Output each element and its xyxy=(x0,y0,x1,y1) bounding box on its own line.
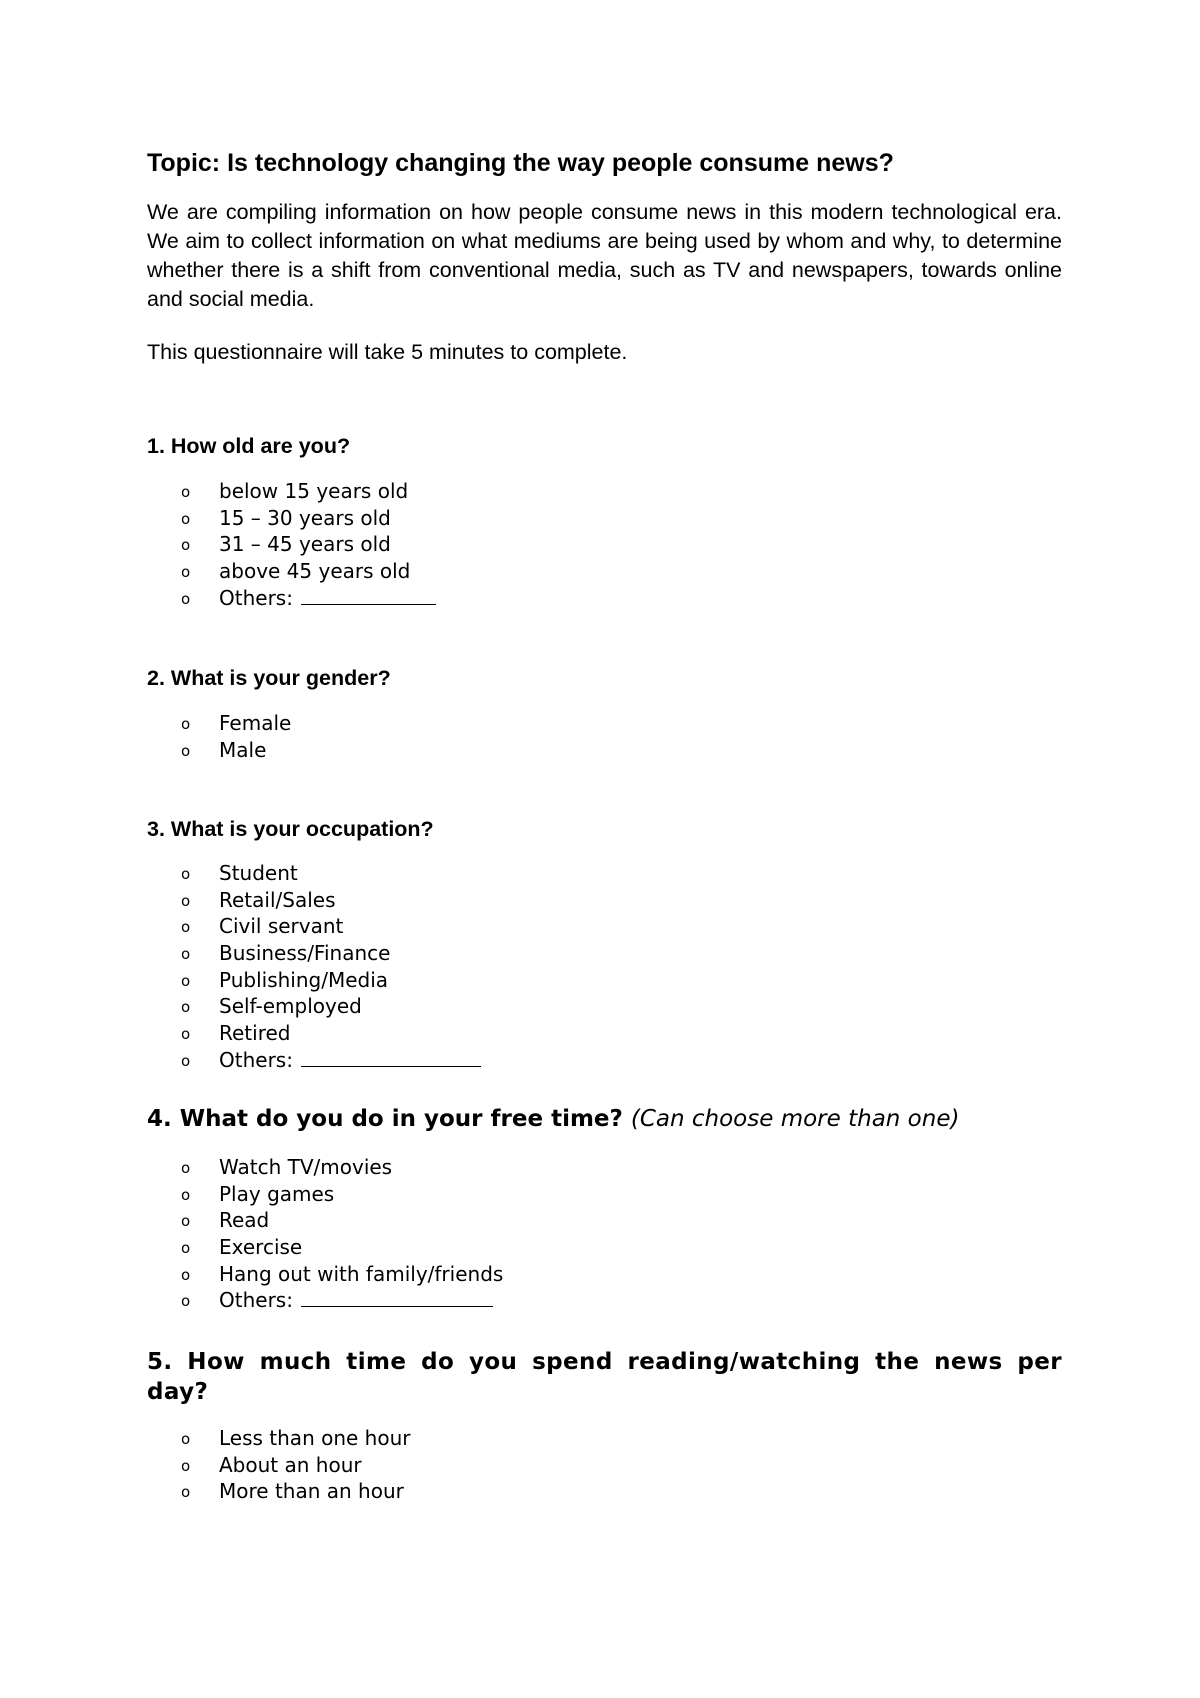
option-watch-tv[interactable]: o Watch TV/movies xyxy=(147,1154,959,1181)
option-list xyxy=(147,478,411,611)
question-free-time xyxy=(147,1104,959,1314)
radio-bullet-icon[interactable]: o xyxy=(181,1051,191,1070)
checkbox-bullet-icon[interactable]: o xyxy=(181,1185,191,1204)
radio-bullet-icon[interactable]: o xyxy=(181,536,191,555)
others-blank-line[interactable] xyxy=(301,586,436,605)
option-more-than-an-hour[interactable]: o More than an hour xyxy=(147,1478,1062,1505)
radio-bullet-icon[interactable]: o xyxy=(181,715,191,733)
option-retired[interactable]: o Retired xyxy=(147,1020,434,1047)
option-others[interactable]: o Others: xyxy=(147,585,350,612)
option-31-45[interactable]: o 31 – 45 years old xyxy=(147,531,350,558)
option-publishing-media[interactable]: o Publishing/Media xyxy=(147,967,434,994)
question-note: (Can choose more than one) xyxy=(630,1106,960,1132)
question-title: 3. What is your occupation? xyxy=(147,817,434,841)
radio-bullet-icon[interactable]: o xyxy=(181,998,191,1017)
radio-bullet-icon[interactable]: o xyxy=(181,865,191,883)
question-title: 2. What is your gender? xyxy=(147,666,391,690)
option-list xyxy=(147,710,391,763)
radio-bullet-icon[interactable]: o xyxy=(181,918,191,937)
option-below-15[interactable]: o below 15 years old xyxy=(147,478,350,505)
option-read[interactable]: o Read xyxy=(147,1207,959,1234)
radio-bullet-icon[interactable]: o xyxy=(181,741,191,760)
option-play-games[interactable]: o Play games xyxy=(147,1181,959,1208)
option-exercise[interactable]: o Exercise xyxy=(147,1234,959,1261)
option-15-30[interactable]: o 15 – 30 years old xyxy=(147,505,350,532)
option-hang-out[interactable]: o Hang out with family/friends xyxy=(147,1261,959,1288)
radio-bullet-icon[interactable]: o xyxy=(181,589,191,608)
questionnaire-page xyxy=(147,0,1062,1698)
checkbox-bullet-icon[interactable]: o xyxy=(181,1212,191,1231)
option-above-45[interactable]: o above 45 years old xyxy=(147,558,350,585)
radio-bullet-icon[interactable]: o xyxy=(181,971,191,990)
checkbox-bullet-icon[interactable]: o xyxy=(181,1239,191,1258)
option-others[interactable]: o Others: xyxy=(147,1287,959,1314)
option-civil-servant[interactable]: o Civil servant xyxy=(147,913,434,940)
option-self-employed[interactable]: o Self-employed xyxy=(147,993,434,1020)
option-about-an-hour[interactable]: o About an hour xyxy=(147,1452,1062,1479)
radio-bullet-icon[interactable]: o xyxy=(181,1483,191,1502)
option-less-than-one-hour[interactable]: o Less than one hour xyxy=(147,1425,1062,1452)
intro-paragraph: We are compiling information on how people consume news in this modern technological era. We aim to collect information on what mediums are being used by whom and why, to determine whether there is a shift from conventional media, such as TV and newspapers, towards online and social media. xyxy=(147,200,1062,311)
option-list xyxy=(147,1154,959,1314)
question-title: 4. What do you do in your free time? (Can choose more than one) xyxy=(147,1106,960,1132)
checkbox-bullet-icon[interactable]: o xyxy=(181,1159,191,1177)
radio-bullet-icon[interactable]: o xyxy=(181,563,191,582)
radio-bullet-icon[interactable]: o xyxy=(181,1456,191,1475)
question-occupation xyxy=(147,815,434,1074)
option-list xyxy=(147,1425,1062,1505)
radio-bullet-icon[interactable]: o xyxy=(181,1025,191,1044)
option-female[interactable]: o Female xyxy=(147,710,391,737)
option-business-finance[interactable]: o Business/Finance xyxy=(147,940,434,967)
option-retail-sales[interactable]: o Retail/Sales xyxy=(147,887,434,914)
question-title: 1. How old are you? xyxy=(147,434,351,458)
option-list xyxy=(147,860,434,1074)
question-gender xyxy=(147,664,391,763)
radio-bullet-icon[interactable]: o xyxy=(181,891,191,910)
question-title: 5. How much time do you spend reading/watching the news per day? xyxy=(147,1349,1062,1405)
option-others[interactable]: o Others: xyxy=(147,1047,434,1074)
option-male[interactable]: o Male xyxy=(147,737,391,764)
duration-note: This questionnaire will take 5 minutes to complete. xyxy=(147,340,628,364)
checkbox-bullet-icon[interactable]: o xyxy=(181,1265,191,1284)
question-news-time xyxy=(147,1347,1062,1505)
topic-title: Topic: Is technology changing the way people consume news? xyxy=(147,149,894,177)
option-student[interactable]: o Student xyxy=(147,860,434,887)
radio-bullet-icon[interactable]: o xyxy=(181,509,191,528)
others-blank-line[interactable] xyxy=(301,1048,481,1067)
radio-bullet-icon[interactable]: o xyxy=(181,1430,191,1448)
radio-bullet-icon[interactable]: o xyxy=(181,945,191,964)
checkbox-bullet-icon[interactable]: o xyxy=(181,1292,191,1311)
question-age xyxy=(147,432,411,611)
radio-bullet-icon[interactable]: o xyxy=(181,483,191,501)
others-blank-line[interactable] xyxy=(301,1288,493,1307)
